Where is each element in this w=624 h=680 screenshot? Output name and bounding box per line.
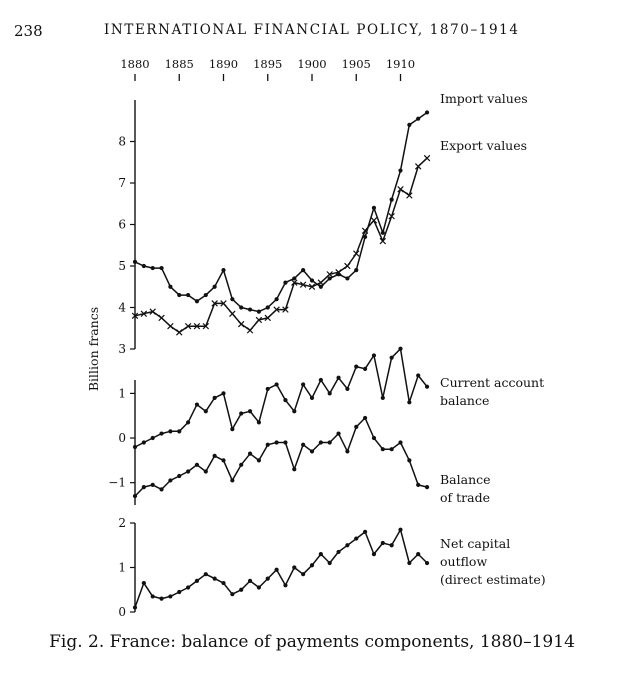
data-point-1912 <box>416 552 420 556</box>
data-point-1901 <box>319 378 323 382</box>
data-point-1886 <box>186 293 190 297</box>
data-point-1910 <box>398 440 402 444</box>
data-point-1887 <box>195 299 199 303</box>
data-point-1908 <box>381 231 385 235</box>
y-tick-label: 1 <box>118 560 126 575</box>
data-point-1905 <box>354 365 358 369</box>
data-point-1880 <box>133 445 137 449</box>
data-point-1908 <box>381 447 385 451</box>
data-point-1893 <box>248 307 252 311</box>
x-tick-label-1890: 1890 <box>208 57 239 71</box>
y-tick-label: 2 <box>118 516 126 530</box>
data-point-cross-1905 <box>353 251 359 257</box>
data-point-1910 <box>398 347 402 351</box>
data-point-1897 <box>283 398 287 402</box>
panel-2 <box>108 347 429 505</box>
data-point-1884 <box>168 594 172 598</box>
data-point-1911 <box>407 123 411 127</box>
data-point-1896 <box>275 382 279 386</box>
data-point-1912 <box>416 483 420 487</box>
data-point-1882 <box>151 483 155 487</box>
data-point-1904 <box>345 449 349 453</box>
label-balance-of-trade-line1: Balance <box>440 472 491 487</box>
panel-1 <box>118 100 429 356</box>
data-point-1882 <box>151 436 155 440</box>
data-point-1907 <box>372 436 376 440</box>
data-point-1895 <box>266 577 270 581</box>
data-point-1912 <box>416 373 420 377</box>
x-tick-label-1900: 1900 <box>297 57 327 71</box>
data-point-1902 <box>328 440 332 444</box>
data-point-1910 <box>398 528 402 532</box>
data-point-1888 <box>204 409 208 413</box>
data-point-1899 <box>301 268 305 272</box>
data-point-1902 <box>328 561 332 565</box>
data-point-1896 <box>275 297 279 301</box>
label-balance-of-trade-line2: of trade <box>440 490 490 505</box>
label-net-capital-line2: outflow <box>440 554 488 569</box>
data-point-1881 <box>142 581 146 585</box>
data-point-cross-1901 <box>318 280 324 286</box>
data-point-1902 <box>328 391 332 395</box>
data-point-1906 <box>363 530 367 534</box>
data-point-1894 <box>257 310 261 314</box>
data-point-cross-1883 <box>159 315 165 321</box>
data-point-cross-1893 <box>247 328 253 334</box>
data-point-cross-1884 <box>168 323 174 329</box>
data-point-cross-1891 <box>230 311 236 317</box>
y-tick-label: 1 <box>118 386 126 401</box>
y-tick-label: 8 <box>118 134 126 149</box>
data-point-1883 <box>159 597 163 601</box>
data-point-1886 <box>186 469 190 473</box>
data-point-1883 <box>159 266 163 270</box>
data-point-cross-1913 <box>424 155 430 161</box>
data-point-1900 <box>310 278 314 282</box>
data-point-1887 <box>195 463 199 467</box>
data-point-1904 <box>345 543 349 547</box>
data-point-1884 <box>168 478 172 482</box>
data-point-cross-1904 <box>345 263 351 269</box>
data-point-1882 <box>151 266 155 270</box>
data-point-1905 <box>354 268 358 272</box>
data-point-1894 <box>257 420 261 424</box>
data-point-1907 <box>372 353 376 357</box>
data-point-1881 <box>142 264 146 268</box>
data-point-1890 <box>221 391 225 395</box>
data-point-1911 <box>407 561 411 565</box>
data-point-1899 <box>301 572 305 576</box>
data-point-1888 <box>204 469 208 473</box>
data-point-1884 <box>168 429 172 433</box>
data-point-1902 <box>328 276 332 280</box>
running-head: INTERNATIONAL FINANCIAL POLICY, 1870–1914 <box>104 22 520 38</box>
data-point-1906 <box>363 367 367 371</box>
data-point-1891 <box>230 427 234 431</box>
data-point-1911 <box>407 400 411 404</box>
data-point-1882 <box>151 594 155 598</box>
data-point-1885 <box>177 429 181 433</box>
data-point-1886 <box>186 585 190 589</box>
data-point-1899 <box>301 382 305 386</box>
x-tick-label-1885: 1885 <box>164 57 194 71</box>
data-point-1905 <box>354 425 358 429</box>
series-line <box>135 113 427 312</box>
data-point-1909 <box>390 356 394 360</box>
series-balance-of-trade <box>133 416 429 498</box>
data-point-1885 <box>177 590 181 594</box>
series-import-values <box>133 110 429 313</box>
data-point-1883 <box>159 487 163 491</box>
data-point-1908 <box>381 541 385 545</box>
data-point-cross-1892 <box>238 321 244 327</box>
data-point-cross-1885 <box>176 330 182 336</box>
label-net-capital-line3: (direct estimate) <box>440 572 546 587</box>
data-point-1900 <box>310 563 314 567</box>
data-point-1908 <box>381 396 385 400</box>
data-point-1897 <box>283 440 287 444</box>
data-point-1880 <box>133 260 137 264</box>
data-point-1880 <box>133 494 137 498</box>
y-tick-label: 6 <box>118 217 126 232</box>
data-point-1892 <box>239 588 243 592</box>
data-point-1898 <box>292 565 296 569</box>
data-point-1897 <box>283 281 287 285</box>
data-point-1881 <box>142 440 146 444</box>
top-year-axis <box>120 57 415 81</box>
data-point-1900 <box>310 396 314 400</box>
label-current-account-line2: balance <box>440 393 490 408</box>
y-tick-label: 3 <box>118 342 126 356</box>
data-point-1904 <box>345 276 349 280</box>
data-point-1889 <box>213 454 217 458</box>
data-point-1912 <box>416 117 420 121</box>
data-point-1897 <box>283 583 287 587</box>
data-point-1896 <box>275 440 279 444</box>
data-point-1913 <box>425 561 429 565</box>
x-tick-label-1880: 1880 <box>120 57 150 71</box>
data-point-1887 <box>195 402 199 406</box>
series-export-values <box>132 155 430 335</box>
data-point-1910 <box>398 168 402 172</box>
data-point-1903 <box>336 550 340 554</box>
x-tick-label-1895: 1895 <box>253 57 283 71</box>
page-number: 238 <box>14 22 43 40</box>
data-point-1890 <box>221 458 225 462</box>
label-export-values: Export values <box>440 138 528 153</box>
data-point-1895 <box>266 443 270 447</box>
data-point-1886 <box>186 420 190 424</box>
data-point-1887 <box>195 579 199 583</box>
data-point-1907 <box>372 552 376 556</box>
figure-caption: Fig. 2. France: balance of payments components, 1880–1914 <box>49 632 575 652</box>
data-point-1890 <box>221 268 225 272</box>
data-point-1892 <box>239 463 243 467</box>
data-point-1892 <box>239 411 243 415</box>
data-point-1903 <box>336 376 340 380</box>
data-point-1895 <box>266 305 270 309</box>
data-point-1896 <box>275 568 279 572</box>
data-point-1899 <box>301 443 305 447</box>
data-point-1909 <box>390 447 394 451</box>
data-point-1895 <box>266 387 270 391</box>
series-current-account-balance <box>133 347 429 449</box>
data-point-1907 <box>372 206 376 210</box>
panel-3 <box>118 516 429 619</box>
data-point-1894 <box>257 585 261 589</box>
data-point-1889 <box>213 577 217 581</box>
data-point-1893 <box>248 579 252 583</box>
data-point-1898 <box>292 409 296 413</box>
series-line <box>135 158 427 332</box>
y-tick-label: 7 <box>118 176 126 190</box>
data-point-1894 <box>257 458 261 462</box>
label-current-account-line1: Current account <box>440 375 545 390</box>
y-tick-label: 4 <box>118 300 126 315</box>
data-point-1891 <box>230 478 234 482</box>
data-point-1913 <box>425 485 429 489</box>
y-tick-label: −1 <box>108 475 126 490</box>
data-point-1898 <box>292 467 296 471</box>
data-point-1905 <box>354 536 358 540</box>
data-point-1884 <box>168 285 172 289</box>
data-point-1901 <box>319 552 323 556</box>
y-axis-title: Billion francs <box>86 306 101 392</box>
data-point-1881 <box>142 485 146 489</box>
series-net-capital-outflow-direct-estimate <box>133 528 429 610</box>
label-net-capital-line1: Net capital <box>440 536 511 551</box>
data-point-1891 <box>230 592 234 596</box>
data-point-1885 <box>177 474 181 478</box>
x-tick-label-1905: 1905 <box>341 57 371 71</box>
data-point-1900 <box>310 449 314 453</box>
data-point-1883 <box>159 431 163 435</box>
data-point-1913 <box>425 110 429 114</box>
data-point-1898 <box>292 276 296 280</box>
x-tick-label-1910: 1910 <box>385 57 416 71</box>
data-point-1893 <box>248 409 252 413</box>
data-point-1889 <box>213 285 217 289</box>
data-point-1885 <box>177 293 181 297</box>
data-point-1909 <box>390 198 394 202</box>
data-point-1888 <box>204 572 208 576</box>
data-point-1890 <box>221 581 225 585</box>
data-point-1911 <box>407 458 411 462</box>
data-point-1903 <box>336 431 340 435</box>
data-point-1880 <box>133 605 137 609</box>
data-point-1893 <box>248 452 252 456</box>
data-point-1913 <box>425 385 429 389</box>
data-point-1901 <box>319 285 323 289</box>
data-point-1888 <box>204 293 208 297</box>
data-point-1906 <box>363 416 367 420</box>
label-import-values: Import values <box>440 91 528 106</box>
y-tick-label: 0 <box>118 605 126 619</box>
data-point-1892 <box>239 305 243 309</box>
data-point-1904 <box>345 387 349 391</box>
data-point-1891 <box>230 297 234 301</box>
chart-panels <box>108 100 430 619</box>
data-point-1901 <box>319 440 323 444</box>
y-tick-label: 5 <box>118 259 126 273</box>
data-point-1909 <box>390 543 394 547</box>
y-tick-label: 0 <box>118 431 126 446</box>
data-point-1889 <box>213 396 217 400</box>
